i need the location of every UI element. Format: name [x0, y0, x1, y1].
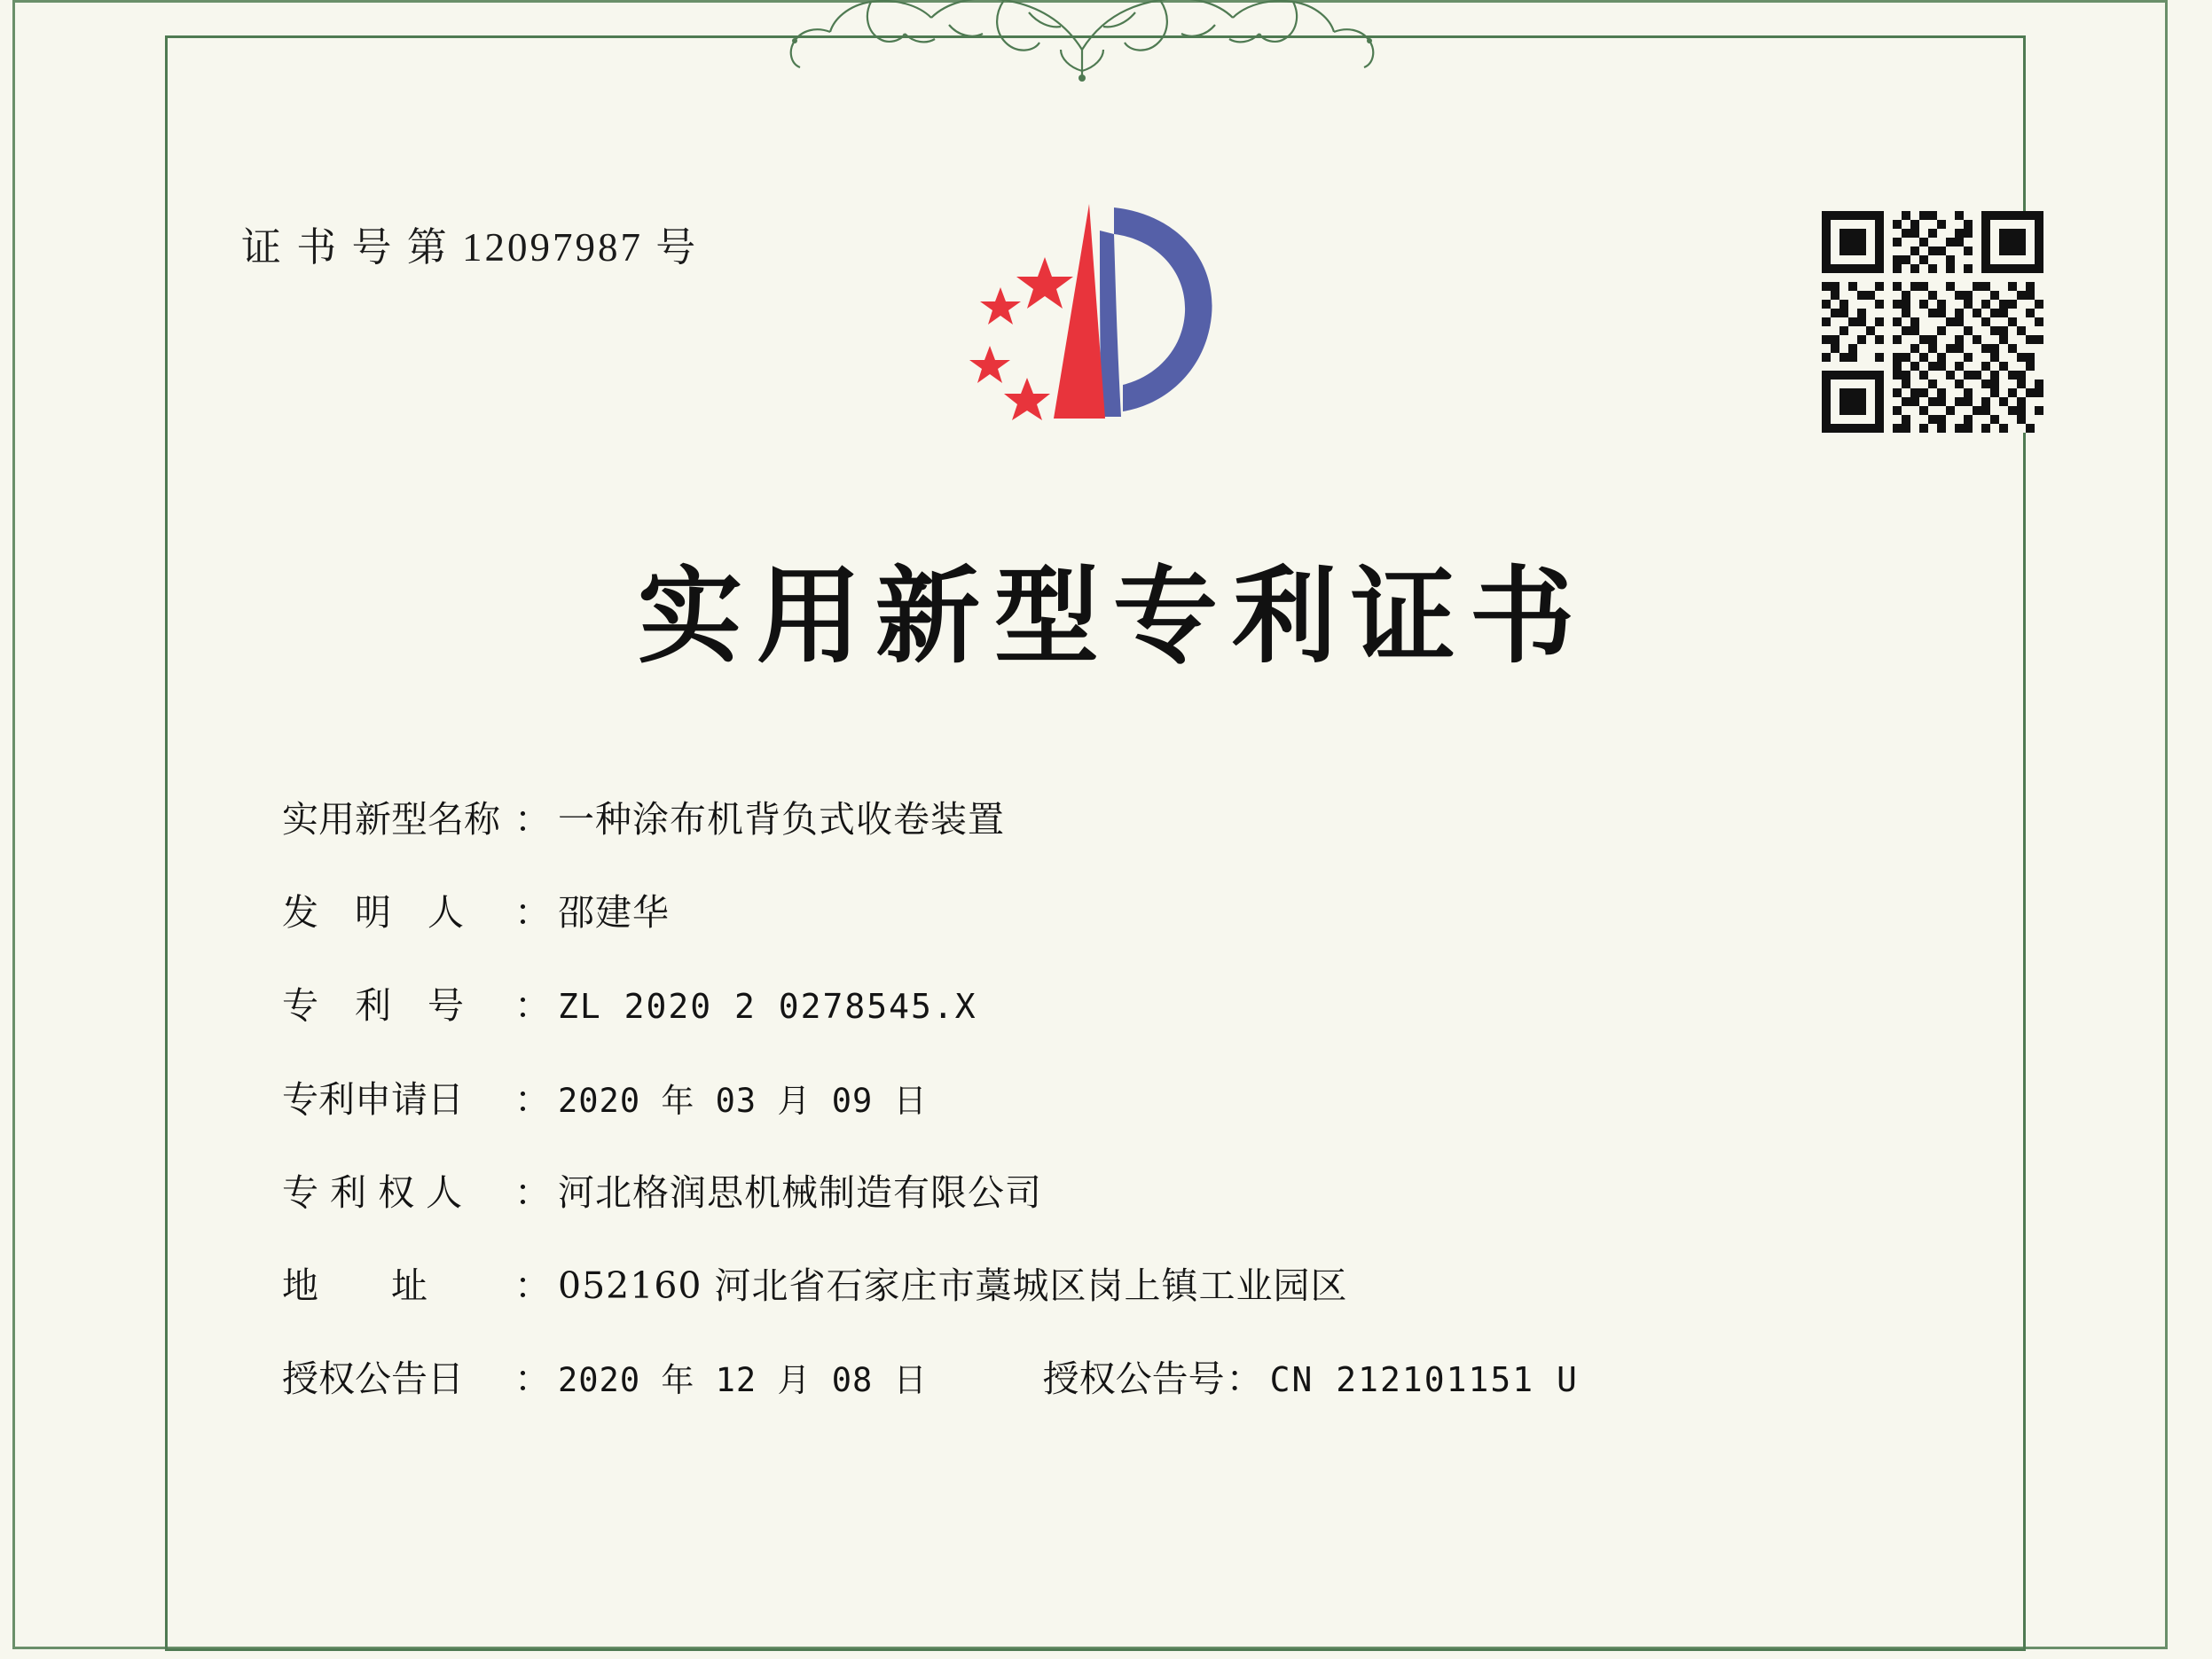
- field-inventor: [282, 891, 1967, 935]
- field-colon: ：: [514, 1171, 551, 1213]
- field-application-date: [282, 1078, 1967, 1122]
- field-label: 专利申请日: [282, 1077, 464, 1121]
- field-grant-row: [282, 1358, 1967, 1401]
- field-list: [282, 798, 1967, 1451]
- field-value: 2020 年 03 月 09 日: [558, 1081, 928, 1120]
- field-value: 一种涂布机背负式收卷装置: [558, 798, 1005, 841]
- grant-date-value: 2020 年 12 月 08 日: [558, 1361, 928, 1400]
- field-colon: ：: [514, 1264, 551, 1306]
- grant-number-value: CN 212101151 U: [1269, 1360, 1579, 1400]
- field-label: 地 址: [282, 1264, 427, 1307]
- field-label: 实用新型名称: [282, 798, 500, 841]
- field-label: 专 利 号: [282, 984, 464, 1028]
- field-colon: ：: [514, 1358, 551, 1400]
- field-patent-number: [282, 984, 1967, 1028]
- grant-number-group: [1043, 1358, 1579, 1401]
- grant-number-label: 授权公告号: [1042, 1358, 1225, 1401]
- field-colon: ：: [1226, 1358, 1263, 1400]
- field-value: 河北格润思机械制造有限公司: [558, 1170, 1042, 1214]
- field-label: 发 明 人: [282, 891, 464, 935]
- field-value: 052160 河北省石家庄市藁城区岗上镇工业园区: [558, 1264, 1348, 1307]
- field-label: 专 利 权 人: [282, 1170, 463, 1214]
- field-address: [282, 1264, 1967, 1308]
- page-title: 实用新型专利证书: [637, 554, 1588, 677]
- field-colon: ：: [514, 799, 551, 840]
- grant-date-label: 授权公告日: [282, 1358, 464, 1401]
- field-utility-model-name: [282, 798, 1967, 841]
- qr-code: [1822, 211, 2043, 433]
- field-value: ZL 2020 2 0278545.X: [558, 987, 977, 1027]
- field-value: 邵建华: [558, 891, 670, 935]
- cnipa-emblem-icon: [940, 195, 1251, 461]
- certificate-number: 证 书 号 第 12097987 号: [241, 225, 699, 270]
- field-colon: ：: [514, 1078, 551, 1120]
- field-colon: ：: [514, 985, 551, 1027]
- field-colon: ：: [514, 892, 551, 934]
- floral-ornament: [772, 0, 1392, 83]
- field-patentee: [282, 1171, 1967, 1215]
